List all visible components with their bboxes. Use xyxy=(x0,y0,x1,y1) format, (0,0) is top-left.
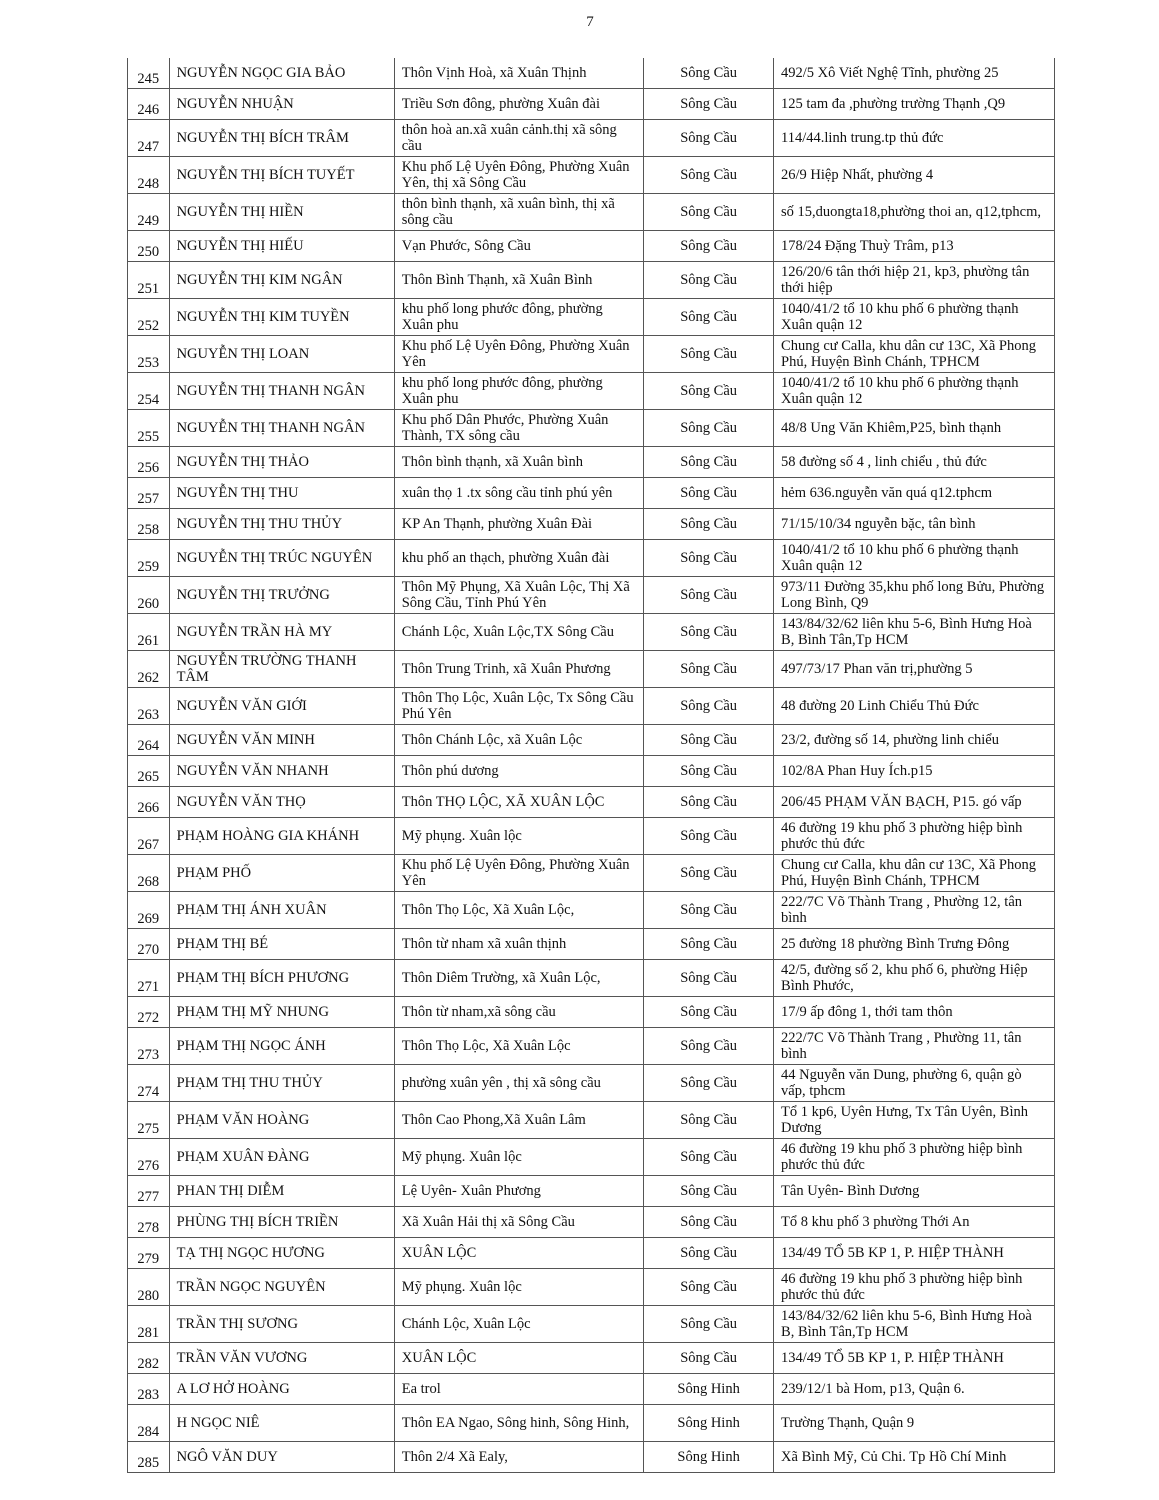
table-row xyxy=(128,373,1055,410)
district-cell: Sông Cầu xyxy=(644,1102,774,1139)
row-number-cell: 284 xyxy=(128,1405,170,1442)
district-cell: Sông Cầu xyxy=(644,1028,774,1065)
home-address-cell: Mỹ phụng. Xuân lộc xyxy=(394,1139,643,1176)
home-address-cell: Thôn từ nham xã xuân thịnh xyxy=(394,929,643,960)
table-row xyxy=(128,787,1055,818)
table-row xyxy=(128,756,1055,787)
home-address-cell: Thôn Mỹ Phụng, Xã Xuân Lộc, Thị Xã Sông Cầu, Tỉnh Phú Yên xyxy=(394,577,643,614)
row-number-cell: 261 xyxy=(128,614,170,651)
home-address-cell: Thôn Thọ Lộc, Xã Xuân Lộc, xyxy=(394,892,643,929)
table-row xyxy=(128,1238,1055,1269)
row-number-cell: 264 xyxy=(128,725,170,756)
row-number-cell: 262 xyxy=(128,651,170,688)
current-address-cell: Trường Thạnh, Quận 9 xyxy=(774,1405,1055,1442)
district-cell: Sông Cầu xyxy=(644,725,774,756)
full-name-cell: PHAN THỊ DIỄM xyxy=(169,1176,394,1207)
table-row xyxy=(128,58,1055,89)
home-address-cell: khu phố long phước đông, phường Xuân phu xyxy=(394,299,643,336)
home-address-cell: thôn hoà an.xã xuân cảnh.thị xã sông cầu xyxy=(394,120,643,157)
table-row xyxy=(128,725,1055,756)
current-address-cell: 23/2, đường số 14, phường linh chiểu xyxy=(774,725,1055,756)
row-number-cell: 266 xyxy=(128,787,170,818)
current-address-cell: 25 đường 18 phường Bình Trưng Đông xyxy=(774,929,1055,960)
home-address-cell: Thôn Vịnh Hoà, xã Xuân Thịnh xyxy=(394,58,643,89)
table-row xyxy=(128,120,1055,157)
full-name-cell: PHẠM THỊ THU THỦY xyxy=(169,1065,394,1102)
table-body xyxy=(128,58,1055,1473)
row-number-cell: 271 xyxy=(128,960,170,997)
row-number-cell: 285 xyxy=(128,1442,170,1473)
current-address-cell: 178/24 Đặng Thuỳ Trâm, p13 xyxy=(774,231,1055,262)
home-address-cell: XUÂN LỘC xyxy=(394,1343,643,1374)
current-address-cell: 222/7C Võ Thành Trang , Phường 12, tân bình xyxy=(774,892,1055,929)
district-cell: Sông Cầu xyxy=(644,1176,774,1207)
full-name-cell: NGUYỄN NGỌC GIA BẢO xyxy=(169,58,394,89)
full-name-cell: TRẦN NGỌC NGUYÊN xyxy=(169,1269,394,1306)
row-number-cell: 268 xyxy=(128,855,170,892)
table-row xyxy=(128,1374,1055,1405)
full-name-cell: NGUYỄN VĂN NHANH xyxy=(169,756,394,787)
table-row xyxy=(128,1306,1055,1343)
row-number-cell: 253 xyxy=(128,336,170,373)
full-name-cell: TRẦN VĂN VƯƠNG xyxy=(169,1343,394,1374)
table-row xyxy=(128,447,1055,478)
current-address-cell: hẻm 636.nguyễn văn quá q12.tphcm xyxy=(774,478,1055,509)
current-address-cell: 1040/41/2 tổ 10 khu phố 6 phường thạnh Xuân quận 12 xyxy=(774,299,1055,336)
table-row xyxy=(128,1028,1055,1065)
current-address-cell: 46 đường 19 khu phố 3 phường hiệp bình phước thủ đức xyxy=(774,818,1055,855)
row-number-cell: 247 xyxy=(128,120,170,157)
row-number-cell: 263 xyxy=(128,688,170,725)
home-address-cell: phường xuân yên , thị xã sông cầu xyxy=(394,1065,643,1102)
full-name-cell: NGUYỄN THỊ LOAN xyxy=(169,336,394,373)
current-address-cell: Tổ 8 khu phố 3 phường Thới An xyxy=(774,1207,1055,1238)
home-address-cell: Thôn Thọ Lộc, Xuân Lộc, Tx Sông Cầu Phú Yên xyxy=(394,688,643,725)
home-address-cell: Khu phố Lệ Uyên Đông, Phường Xuân Yên xyxy=(394,336,643,373)
full-name-cell: NGUYỄN NHUẬN xyxy=(169,89,394,120)
table-row xyxy=(128,1405,1055,1442)
row-number-cell: 265 xyxy=(128,756,170,787)
full-name-cell: NGÔ VĂN DUY xyxy=(169,1442,394,1473)
district-cell: Sông Cầu xyxy=(644,651,774,688)
full-name-cell: A LƠ HỞ HOÀNG xyxy=(169,1374,394,1405)
home-address-cell: Thôn THỌ LỘC, XÃ XUÂN LỘC xyxy=(394,787,643,818)
table-row xyxy=(128,509,1055,540)
full-name-cell: NGUYỄN THỊ THANH NGÂN xyxy=(169,410,394,447)
table-row xyxy=(128,262,1055,299)
full-name-cell: PHẠM HOÀNG GIA KHÁNH xyxy=(169,818,394,855)
row-number-cell: 255 xyxy=(128,410,170,447)
current-address-cell: 44 Nguyễn văn Dung, phường 6, quận gò vấp, tphcm xyxy=(774,1065,1055,1102)
home-address-cell: xuân thọ 1 .tx sông cầu tỉnh phú yên xyxy=(394,478,643,509)
home-address-cell: Chánh Lộc, Xuân Lộc,TX Sông Cầu xyxy=(394,614,643,651)
home-address-cell: Thôn Trung Trinh, xã Xuân Phương xyxy=(394,651,643,688)
district-cell: Sông Cầu xyxy=(644,373,774,410)
current-address-cell: 239/12/1 bà Hom, p13, Quận 6. xyxy=(774,1374,1055,1405)
table-row xyxy=(128,614,1055,651)
row-number-cell: 256 xyxy=(128,447,170,478)
current-address-cell: 125 tam đa ,phường trường Thạnh ,Q9 xyxy=(774,89,1055,120)
table-row xyxy=(128,1176,1055,1207)
full-name-cell: TẠ THỊ NGỌC HƯƠNG xyxy=(169,1238,394,1269)
table-row xyxy=(128,157,1055,194)
row-number-cell: 248 xyxy=(128,157,170,194)
district-cell: Sông Cầu xyxy=(644,509,774,540)
district-cell: Sông Cầu xyxy=(644,577,774,614)
district-cell: Sông Cầu xyxy=(644,1306,774,1343)
table-row xyxy=(128,410,1055,447)
table-row xyxy=(128,818,1055,855)
row-number-cell: 275 xyxy=(128,1102,170,1139)
current-address-cell: 134/49 TỔ 5B KP 1, P. HIỆP THÀNH xyxy=(774,1238,1055,1269)
full-name-cell: NGUYỄN VĂN GIỚI xyxy=(169,688,394,725)
home-address-cell: Thôn bình thạnh, xã Xuân bình xyxy=(394,447,643,478)
full-name-cell: NGUYỄN THỊ THẢO xyxy=(169,447,394,478)
full-name-cell: PHẠM THỊ ÁNH XUÂN xyxy=(169,892,394,929)
table-row xyxy=(128,929,1055,960)
home-address-cell: Thôn Thọ Lộc, Xã Xuân Lộc xyxy=(394,1028,643,1065)
full-name-cell: PHẠM THỊ BÍCH PHƯƠNG xyxy=(169,960,394,997)
current-address-cell: 497/73/17 Phan văn trị,phường 5 xyxy=(774,651,1055,688)
table-row xyxy=(128,688,1055,725)
full-name-cell: NGUYỄN THỊ TRÚC NGUYÊN xyxy=(169,540,394,577)
full-name-cell: NGUYỄN THỊ THU THỦY xyxy=(169,509,394,540)
table-row xyxy=(128,892,1055,929)
home-address-cell: Thôn Bình Thạnh, xã Xuân Bình xyxy=(394,262,643,299)
district-cell: Sông Cầu xyxy=(644,478,774,509)
row-number-cell: 282 xyxy=(128,1343,170,1374)
current-address-cell: 48/8 Ung Văn Khiêm,P25, bình thạnh xyxy=(774,410,1055,447)
current-address-cell: 71/15/10/34 nguyễn bặc, tân bình xyxy=(774,509,1055,540)
row-number-cell: 276 xyxy=(128,1139,170,1176)
current-address-cell: 17/9 ấp đông 1, thới tam thôn xyxy=(774,997,1055,1028)
current-address-cell: 26/9 Hiệp Nhất, phường 4 xyxy=(774,157,1055,194)
table-row xyxy=(128,997,1055,1028)
current-address-cell: 206/45 PHẠM VĂN BẠCH, P15. gó vấp xyxy=(774,787,1055,818)
full-name-cell: PHẠM VĂN HOÀNG xyxy=(169,1102,394,1139)
home-address-cell: Khu phố Lệ Uyên Đông, Phường Xuân Yên xyxy=(394,855,643,892)
row-number-cell: 257 xyxy=(128,478,170,509)
district-cell: Sông Cầu xyxy=(644,892,774,929)
full-name-cell: PHẠM PHỐ xyxy=(169,855,394,892)
district-cell: Sông Cầu xyxy=(644,997,774,1028)
home-address-cell: khu phố long phước đông, phường Xuân phu xyxy=(394,373,643,410)
full-name-cell: NGUYỄN THỊ HIẾU xyxy=(169,231,394,262)
district-cell: Sông Cầu xyxy=(644,688,774,725)
full-name-cell: NGUYỄN THỊ BÍCH TRÂM xyxy=(169,120,394,157)
table-row xyxy=(128,231,1055,262)
row-number-cell: 246 xyxy=(128,89,170,120)
home-address-cell: Triều Sơn đông, phường Xuân đài xyxy=(394,89,643,120)
district-cell: Sông Cầu xyxy=(644,262,774,299)
home-address-cell: Ea trol xyxy=(394,1374,643,1405)
registration-table xyxy=(127,58,1055,1473)
current-address-cell: Tổ 1 kp6, Uyên Hưng, Tx Tân Uyên, Bình Dương xyxy=(774,1102,1055,1139)
row-number-cell: 273 xyxy=(128,1028,170,1065)
current-address-cell: Chung cư Calla, khu dân cư 13C, Xã Phong Phú, Huyện Bình Chánh, TPHCM xyxy=(774,336,1055,373)
row-number-cell: 283 xyxy=(128,1374,170,1405)
district-cell: Sông Cầu xyxy=(644,231,774,262)
full-name-cell: PHÙNG THỊ BÍCH TRIỀN xyxy=(169,1207,394,1238)
district-cell: Sông Cầu xyxy=(644,447,774,478)
current-address-cell: 143/84/32/62 liên khu 5-6, Bình Hưng Hoà B, Bình Tân,Tp HCM xyxy=(774,1306,1055,1343)
table-row xyxy=(128,1102,1055,1139)
table-row xyxy=(128,1442,1055,1473)
table-row xyxy=(128,478,1055,509)
row-number-cell: 260 xyxy=(128,577,170,614)
home-address-cell: Thôn Chánh Lộc, xã Xuân Lộc xyxy=(394,725,643,756)
current-address-cell: 58 đường số 4 , linh chiểu , thủ đức xyxy=(774,447,1055,478)
full-name-cell: NGUYỄN THỊ KIM TUYỀN xyxy=(169,299,394,336)
district-cell: Sông Cầu xyxy=(644,1065,774,1102)
current-address-cell: Tân Uyên- Bình Dương xyxy=(774,1176,1055,1207)
table-row xyxy=(128,194,1055,231)
table-row xyxy=(128,651,1055,688)
row-number-cell: 267 xyxy=(128,818,170,855)
home-address-cell: Xã Xuân Hải thị xã Sông Cầu xyxy=(394,1207,643,1238)
home-address-cell: Thôn Diêm Trường, xã Xuân Lộc, xyxy=(394,960,643,997)
home-address-cell: Vạn Phước, Sông Cầu xyxy=(394,231,643,262)
row-number-cell: 279 xyxy=(128,1238,170,1269)
district-cell: Sông Cầu xyxy=(644,194,774,231)
district-cell: Sông Cầu xyxy=(644,855,774,892)
district-cell: Sông Cầu xyxy=(644,614,774,651)
home-address-cell: Khu phố Lệ Uyên Đông, Phường Xuân Yên, thị xã Sông Cầu xyxy=(394,157,643,194)
full-name-cell: NGUYỄN THỊ BÍCH TUYẾT xyxy=(169,157,394,194)
full-name-cell: NGUYỄN VĂN MINH xyxy=(169,725,394,756)
district-cell: Sông Cầu xyxy=(644,1269,774,1306)
district-cell: Sông Cầu xyxy=(644,1238,774,1269)
row-number-cell: 278 xyxy=(128,1207,170,1238)
current-address-cell: 134/49 TỔ 5B KP 1, P. HIỆP THÀNH xyxy=(774,1343,1055,1374)
current-address-cell: Chung cư Calla, khu dân cư 13C, Xã Phong Phú, Huyện Bình Chánh, TPHCM xyxy=(774,855,1055,892)
row-number-cell: 258 xyxy=(128,509,170,540)
home-address-cell: Thôn Cao Phong,Xã Xuân Lâm xyxy=(394,1102,643,1139)
current-address-cell: 46 đường 19 khu phố 3 phường hiệp bình phước thủ đức xyxy=(774,1269,1055,1306)
full-name-cell: NGUYỄN THỊ THANH NGÂN xyxy=(169,373,394,410)
full-name-cell: PHẠM XUÂN ĐÀNG xyxy=(169,1139,394,1176)
table-row xyxy=(128,336,1055,373)
row-number-cell: 251 xyxy=(128,262,170,299)
table-row xyxy=(128,1207,1055,1238)
district-cell: Sông Cầu xyxy=(644,756,774,787)
district-cell: Sông Hinh xyxy=(644,1374,774,1405)
current-address-cell: 126/20/6 tân thới hiệp 21, kp3, phường tân thới hiệp xyxy=(774,262,1055,299)
row-number-cell: 259 xyxy=(128,540,170,577)
row-number-cell: 250 xyxy=(128,231,170,262)
home-address-cell: thôn bình thạnh, xã xuân bình, thị xã sông cầu xyxy=(394,194,643,231)
table-row xyxy=(128,1139,1055,1176)
table-row xyxy=(128,577,1055,614)
row-number-cell: 254 xyxy=(128,373,170,410)
row-number-cell: 252 xyxy=(128,299,170,336)
home-address-cell: Mỹ phụng. Xuân lộc xyxy=(394,1269,643,1306)
home-address-cell: khu phố an thạch, phường Xuân đài xyxy=(394,540,643,577)
row-number-cell: 281 xyxy=(128,1306,170,1343)
full-name-cell: TRẦN THỊ SƯƠNG xyxy=(169,1306,394,1343)
table-row xyxy=(128,89,1055,120)
table-row xyxy=(128,299,1055,336)
district-cell: Sông Cầu xyxy=(644,787,774,818)
home-address-cell: Mỹ phụng. Xuân lộc xyxy=(394,818,643,855)
page-number: 7 xyxy=(586,14,594,30)
district-cell: Sông Cầu xyxy=(644,299,774,336)
home-address-cell: KP An Thạnh, phường Xuân Đài xyxy=(394,509,643,540)
table-row xyxy=(128,855,1055,892)
district-cell: Sông Cầu xyxy=(644,818,774,855)
home-address-cell: Thôn phú dương xyxy=(394,756,643,787)
full-name-cell: NGUYỄN THỊ KIM NGÂN xyxy=(169,262,394,299)
district-cell: Sông Hinh xyxy=(644,1405,774,1442)
row-number-cell: 269 xyxy=(128,892,170,929)
current-address-cell: số 15,duongta18,phường thoi an, q12,tphcm, xyxy=(774,194,1055,231)
district-cell: Sông Cầu xyxy=(644,929,774,960)
current-address-cell: Xã Bình Mỹ, Củ Chi. Tp Hồ Chí Minh xyxy=(774,1442,1055,1473)
current-address-cell: 102/8A Phan Huy Ích.p15 xyxy=(774,756,1055,787)
full-name-cell: PHẠM THỊ NGỌC ÁNH xyxy=(169,1028,394,1065)
row-number-cell: 280 xyxy=(128,1269,170,1306)
home-address-cell: Lệ Uyên- Xuân Phương xyxy=(394,1176,643,1207)
home-address-cell: Chánh Lộc, Xuân Lộc xyxy=(394,1306,643,1343)
home-address-cell: Thôn EA Ngao, Sông hinh, Sông Hinh, xyxy=(394,1405,643,1442)
district-cell: Sông Cầu xyxy=(644,1343,774,1374)
row-number-cell: 272 xyxy=(128,997,170,1028)
table-row xyxy=(128,1065,1055,1102)
district-cell: Sông Cầu xyxy=(644,410,774,447)
current-address-cell: 492/5 Xô Viết Nghệ Tĩnh, phường 25 xyxy=(774,58,1055,89)
district-cell: Sông Cầu xyxy=(644,960,774,997)
district-cell: Sông Cầu xyxy=(644,89,774,120)
district-cell: Sông Cầu xyxy=(644,120,774,157)
row-number-cell: 249 xyxy=(128,194,170,231)
table-row xyxy=(128,1269,1055,1306)
full-name-cell: NGUYỄN VĂN THỌ xyxy=(169,787,394,818)
home-address-cell: Thôn từ nham,xã sông cầu xyxy=(394,997,643,1028)
row-number-cell: 245 xyxy=(128,58,170,89)
current-address-cell: 114/44.linh trung.tp thủ đức xyxy=(774,120,1055,157)
current-address-cell: 1040/41/2 tổ 10 khu phố 6 phường thạnh Xuân quận 12 xyxy=(774,540,1055,577)
table-row xyxy=(128,540,1055,577)
district-cell: Sông Cầu xyxy=(644,336,774,373)
full-name-cell: NGUYỄN THỊ TRƯỞNG xyxy=(169,577,394,614)
home-address-cell: XUÂN LỘC xyxy=(394,1238,643,1269)
district-cell: Sông Cầu xyxy=(644,58,774,89)
full-name-cell: NGUYỄN THỊ HIỀN xyxy=(169,194,394,231)
full-name-cell: H NGỌC NIÊ xyxy=(169,1405,394,1442)
district-cell: Sông Cầu xyxy=(644,157,774,194)
district-cell: Sông Cầu xyxy=(644,1207,774,1238)
current-address-cell: 1040/41/2 tổ 10 khu phố 6 phường thạnh Xuân quận 12 xyxy=(774,373,1055,410)
row-number-cell: 270 xyxy=(128,929,170,960)
current-address-cell: 143/84/32/62 liên khu 5-6, Bình Hưng Hoà B, Bình Tân,Tp HCM xyxy=(774,614,1055,651)
home-address-cell: Thôn 2/4 Xã Ealy, xyxy=(394,1442,643,1473)
row-number-cell: 277 xyxy=(128,1176,170,1207)
current-address-cell: 48 đường 20 Linh Chiểu Thủ Đức xyxy=(774,688,1055,725)
current-address-cell: 46 đường 19 khu phố 3 phường hiệp bình phước thủ đức xyxy=(774,1139,1055,1176)
full-name-cell: PHẠM THỊ MỸ NHUNG xyxy=(169,997,394,1028)
table-row xyxy=(128,960,1055,997)
district-cell: Sông Cầu xyxy=(644,1139,774,1176)
full-name-cell: NGUYỄN THỊ THU xyxy=(169,478,394,509)
district-cell: Sông Hinh xyxy=(644,1442,774,1473)
row-number-cell: 274 xyxy=(128,1065,170,1102)
full-name-cell: NGUYỄN TRẦN HÀ MY xyxy=(169,614,394,651)
current-address-cell: 973/11 Đường 35,khu phố long Bửu, Phường Long Bình, Q9 xyxy=(774,577,1055,614)
full-name-cell: NGUYỄN TRƯỜNG THANH TÂM xyxy=(169,651,394,688)
home-address-cell: Khu phố Dân Phước, Phường Xuân Thành, TX sông cầu xyxy=(394,410,643,447)
full-name-cell: PHẠM THỊ BÉ xyxy=(169,929,394,960)
table-row xyxy=(128,1343,1055,1374)
current-address-cell: 42/5, đường số 2, khu phố 6, phường Hiệp Bình Phước, xyxy=(774,960,1055,997)
district-cell: Sông Cầu xyxy=(644,540,774,577)
current-address-cell: 222/7C Võ Thành Trang , Phường 11, tân bình xyxy=(774,1028,1055,1065)
